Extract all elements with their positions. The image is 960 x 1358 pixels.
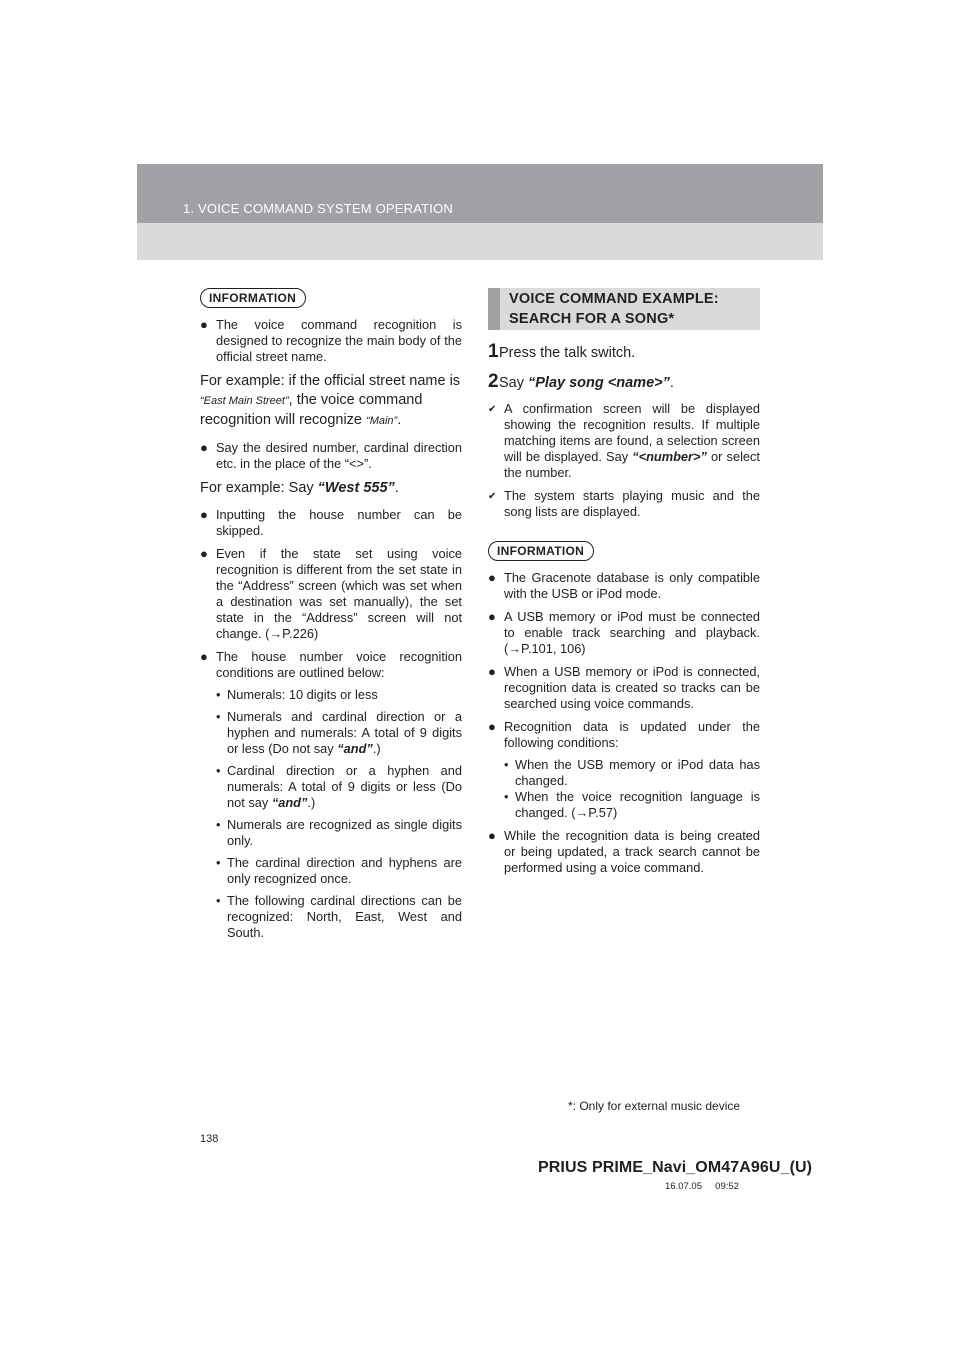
- bullet-dot-icon: ●: [200, 649, 208, 664]
- step-text: Say “Play song <name>”.: [499, 375, 674, 391]
- sub-dot-icon: •: [216, 855, 221, 870]
- check-bullet: ✔ The system starts playing music and the song lists are displayed.: [488, 488, 760, 519]
- bullet-dot-icon: ●: [200, 440, 208, 455]
- sub-dot-icon: •: [216, 817, 221, 832]
- sub-dot-icon: •: [504, 757, 509, 772]
- bullet-dot-icon: ●: [200, 507, 208, 522]
- info-bullet: ● When a USB memory or iPod is connected, recognition data is created so tracks can be searched using voice commands.: [488, 664, 760, 711]
- info-bullet: [200, 317, 462, 365]
- sub-item: • When the USB memory or iPod data has changed.: [504, 757, 760, 788]
- step-1: [488, 341, 760, 363]
- section-title: 1. VOICE COMMAND SYSTEM OPERATION: [183, 201, 454, 216]
- info-bullet: ● While the recognition data is being created or being updated, a track search cannot be performed using a voice command.: [488, 828, 760, 875]
- check-icon: ✔: [488, 491, 497, 502]
- sub-item: • The following cardinal directions can be recognized: North, East, West and South.: [216, 893, 462, 940]
- example-street-name: For example: if the official street name is “East Main Street”, the voice command recognition will recognize “Main”.: [200, 373, 461, 428]
- step-2: [488, 371, 760, 393]
- info-bullet: ● Recognition data is updated under the following conditions: • When the USB memory or iPod data has changed. • When the voice recognition language is changed. (→P.57): [488, 719, 760, 820]
- bullet-text: The house number voice recognition conditions are outlined below:: [216, 649, 462, 680]
- date-stamp: 16.07.05 09:52: [665, 1181, 739, 1192]
- info-bullet: [200, 507, 462, 539]
- sub-item: • Numerals and cardinal direction or a hyphen and numerals: A total of 9 digits or less (Do not say “and”.): [216, 709, 462, 756]
- sub-item: • Cardinal direction or a hyphen and numerals: A total of 9 digits or less (Do not say “and”.): [216, 763, 462, 810]
- sub-item: • Numerals: 10 digits or less: [216, 687, 378, 702]
- info-bullet: [200, 546, 462, 642]
- bullet-dot-icon: ●: [488, 609, 496, 624]
- left-column: [200, 288, 462, 948]
- bullet-dot-icon: ●: [200, 546, 208, 561]
- bullet-text: Even if the state set using voice recognition is different from the set state in the “Address” screen (which was set when a destination was set manually), the set state in the “Address” screen will not change. (→P.226): [216, 546, 462, 641]
- info-bullet: ● A USB memory or iPod must be connected to enable track searching and playback. (→P.101, 106): [488, 609, 760, 656]
- check-icon: ✔: [488, 404, 497, 415]
- right-column: [488, 288, 760, 883]
- check-bullet: ✔ A confirmation screen will be displayed showing the recognition results. If multiple matching items are found, a selection screen will be displayed. Say “<number>” or select the number.: [488, 401, 760, 480]
- information-badge: INFORMATION: [488, 541, 594, 561]
- sub-dot-icon: •: [216, 763, 221, 778]
- sub-dot-icon: •: [216, 687, 221, 702]
- page-number: 138: [200, 1133, 219, 1145]
- sub-item: • Numerals are recognized as single digits only.: [216, 817, 462, 848]
- step-number: 1: [488, 341, 499, 362]
- step-number: 2: [488, 371, 499, 392]
- bullet-dot-icon: ●: [488, 828, 496, 843]
- section-heading: [488, 288, 760, 330]
- example-west-555: For example: Say “West 555”.: [200, 480, 399, 496]
- sub-dot-icon: •: [216, 709, 221, 724]
- footnote: *: Only for external music device: [568, 1099, 741, 1113]
- heading-bar: [488, 288, 500, 330]
- bullet-dot-icon: ●: [200, 317, 208, 332]
- bullet-dot-icon: ●: [488, 719, 496, 734]
- sub-item: • When the voice recognition language is changed. (→P.57): [504, 789, 760, 820]
- info-bullet: ● The Gracenote database is only compatible with the USB or iPod mode.: [488, 570, 760, 601]
- sub-dot-icon: •: [504, 789, 509, 804]
- bullet-dot-icon: ●: [488, 664, 496, 679]
- bullet-dot-icon: ●: [488, 570, 496, 585]
- sub-dot-icon: •: [216, 893, 221, 908]
- info-bullet: [200, 440, 462, 472]
- information-badge: INFORMATION: [200, 288, 306, 308]
- sub-item: • The cardinal direction and hyphens are only recognized once.: [216, 855, 462, 886]
- step-text: Press the talk switch.: [499, 345, 636, 361]
- heading-line-2: SEARCH FOR A SONG*: [509, 311, 675, 327]
- heading-line-1: VOICE COMMAND EXAMPLE:: [509, 291, 719, 307]
- bullet-text: Inputting the house number can be skipped.: [216, 507, 462, 538]
- model-code: PRIUS PRIME_Navi_OM47A96U_(U): [538, 1159, 813, 1176]
- info-bullet: [200, 649, 462, 941]
- bullet-text: Say the desired number, cardinal direction etc. in the place of the “<>”.: [216, 440, 462, 471]
- bullet-text: The voice command recognition is designed to recognize the main body of the official street name.: [216, 317, 462, 364]
